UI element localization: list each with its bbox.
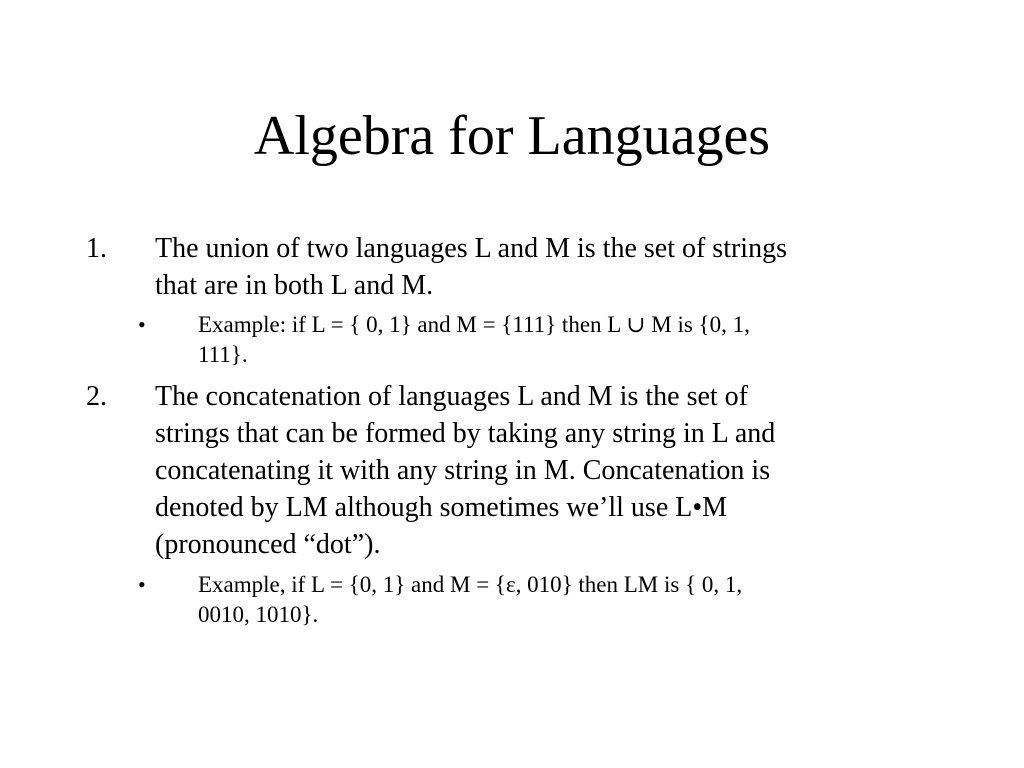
sub-bullet-text bbox=[198, 570, 898, 630]
sub-bullet-line: 0010, 1010}. bbox=[198, 602, 319, 627]
item-text-line: The concatenation of languages L and M is the set of bbox=[155, 381, 748, 412]
item-text-line: that are in both L and M. bbox=[155, 270, 434, 301]
sub-bullet-line: 111}. bbox=[198, 342, 248, 367]
item-text-line: The union of two languages L and M is the set of strings bbox=[155, 233, 787, 264]
bullet-icon: • bbox=[138, 572, 146, 597]
item-number: 2. bbox=[86, 381, 107, 412]
item-text bbox=[155, 378, 945, 563]
sub-bullet-text bbox=[198, 310, 898, 370]
sub-bullet-line: Example, if L = {0, 1} and M = {ε, 010} then LM is { 0, 1, bbox=[198, 572, 743, 597]
item-number: 1. bbox=[86, 233, 107, 264]
item-text-line: denoted by LM although sometimes we’ll use L•M bbox=[155, 492, 728, 523]
item-text bbox=[155, 230, 945, 304]
slide-title: Algebra for Languages bbox=[253, 105, 771, 167]
item-text-line: strings that can be formed by taking any string in L and bbox=[155, 418, 776, 449]
sub-bullet-line: Example: if L = { 0, 1} and M = {111} then L ∪ M is {0, 1, bbox=[198, 312, 750, 337]
item-text-line: concatenating it with any string in M. Concatenation is bbox=[155, 455, 771, 486]
bullet-icon: • bbox=[138, 312, 146, 337]
item-text-line: (pronounced “dot”). bbox=[155, 529, 381, 560]
